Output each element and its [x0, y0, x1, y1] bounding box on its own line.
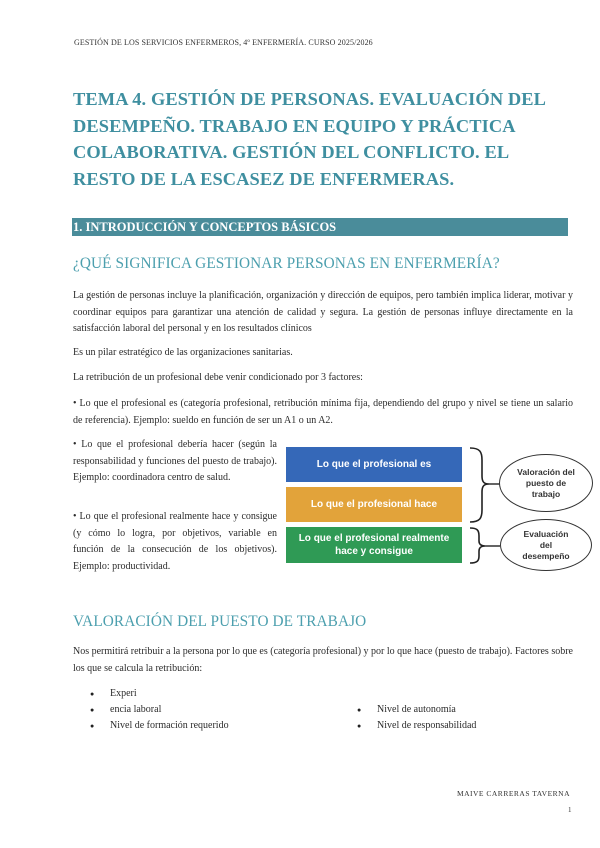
diagram-box-profesional-realmente-hace: Lo que el profesional realmente hace y consigue	[286, 527, 462, 563]
list-item: ● Nivel de formación requerido	[90, 718, 320, 734]
diagram-box-profesional-hace: Lo que el profesional hace	[286, 487, 462, 522]
paragraph-gestion-personas: La gestión de personas incluye la planificación, organización y dirección de equipos, pero también implica liderar, motivar y coordinar equipos para garantizar una atención de calidad y segura. La gestión de personas influye directamente en la satisfacción laboral del personal y en los resultados clínicos	[73, 290, 573, 334]
brace-top-icon	[470, 448, 489, 522]
list-item: ● encia laboral	[90, 702, 320, 718]
running-header: GESTIÓN DE LOS SERVICIOS ENFERMEROS, 4º ENFERMERÍA. CURSO 2025/2026	[74, 38, 373, 47]
paragraph-factor-es: • Lo que el profesional es (categoría profesional, retribución mínima fija, dependiendo del grupo y nivel se tiene un salario de referencia). Ejemplo: sueldo en función de ser un A1 o un A2.	[73, 398, 573, 426]
bullet-list-right	[357, 702, 557, 734]
list-item: ● Experi	[90, 686, 320, 702]
paragraph-retribucion-factores: La retribución de un profesional debe venir condicionado por 3 factores:	[73, 372, 363, 383]
bubble-evaluacion-desempeno: Evaluación del desempeño	[500, 519, 592, 571]
paragraph-factor-realmente-hace: • Lo que el profesional realmente hace y consigue (y cómo lo logra, por objetivos, variable en función de la consecución de los objetivos). Ejemplo: productividad.	[73, 511, 277, 572]
list-item: ● Nivel de responsabilidad	[357, 718, 557, 734]
footer-author: MAIVE CARRERAS TAVERNA	[456, 789, 570, 798]
brace-bottom-icon	[470, 528, 485, 563]
diagram-box-profesional-es: Lo que el profesional es	[286, 447, 462, 482]
list-item: ● Nivel de autonomía	[357, 702, 557, 718]
subheading-valoracion-puesto: VALORACIÓN DEL PUESTO DE TRABAJO	[73, 613, 367, 630]
bubble-valoracion-puesto: Valoración del puesto de trabajo	[499, 454, 593, 512]
bullet-list-left	[90, 686, 320, 734]
document-title: TEMA 4. GESTIÓN DE PERSONAS. EVALUACIÓN DEL DESEMPEÑO. TRABAJO EN EQUIPO Y PRÁCTICA COLABORATIVA. GESTIÓN DEL CONFLICTO. EL RESTO DE LA ESCASEZ DE ENFERMERAS.	[73, 89, 546, 189]
section-heading-bar: 1. INTRODUCCIÓN Y CONCEPTOS BÁSICOS	[72, 218, 568, 236]
paragraph-pilar-estrategico: Es un pilar estratégico de las organizaciones sanitarias.	[73, 347, 293, 358]
subheading-gestionar-personas: ¿QUÉ SIGNIFICA GESTIONAR PERSONAS EN ENFERMERÍA?	[73, 255, 500, 272]
paragraph-valoracion-puesto: Nos permitirá retribuir a la persona por lo que es (categoría profesional) y por lo que hace (puesto de trabajo). Factores sobre los que se calcula la retribución:	[73, 646, 573, 674]
paragraph-factor-deberia-hacer: • Lo que el profesional debería hacer (según la responsabilidad y funciones del puesto de trabajo). Ejemplo: coordinadora centro de salud.	[73, 439, 277, 483]
page-number: 1	[568, 806, 572, 814]
